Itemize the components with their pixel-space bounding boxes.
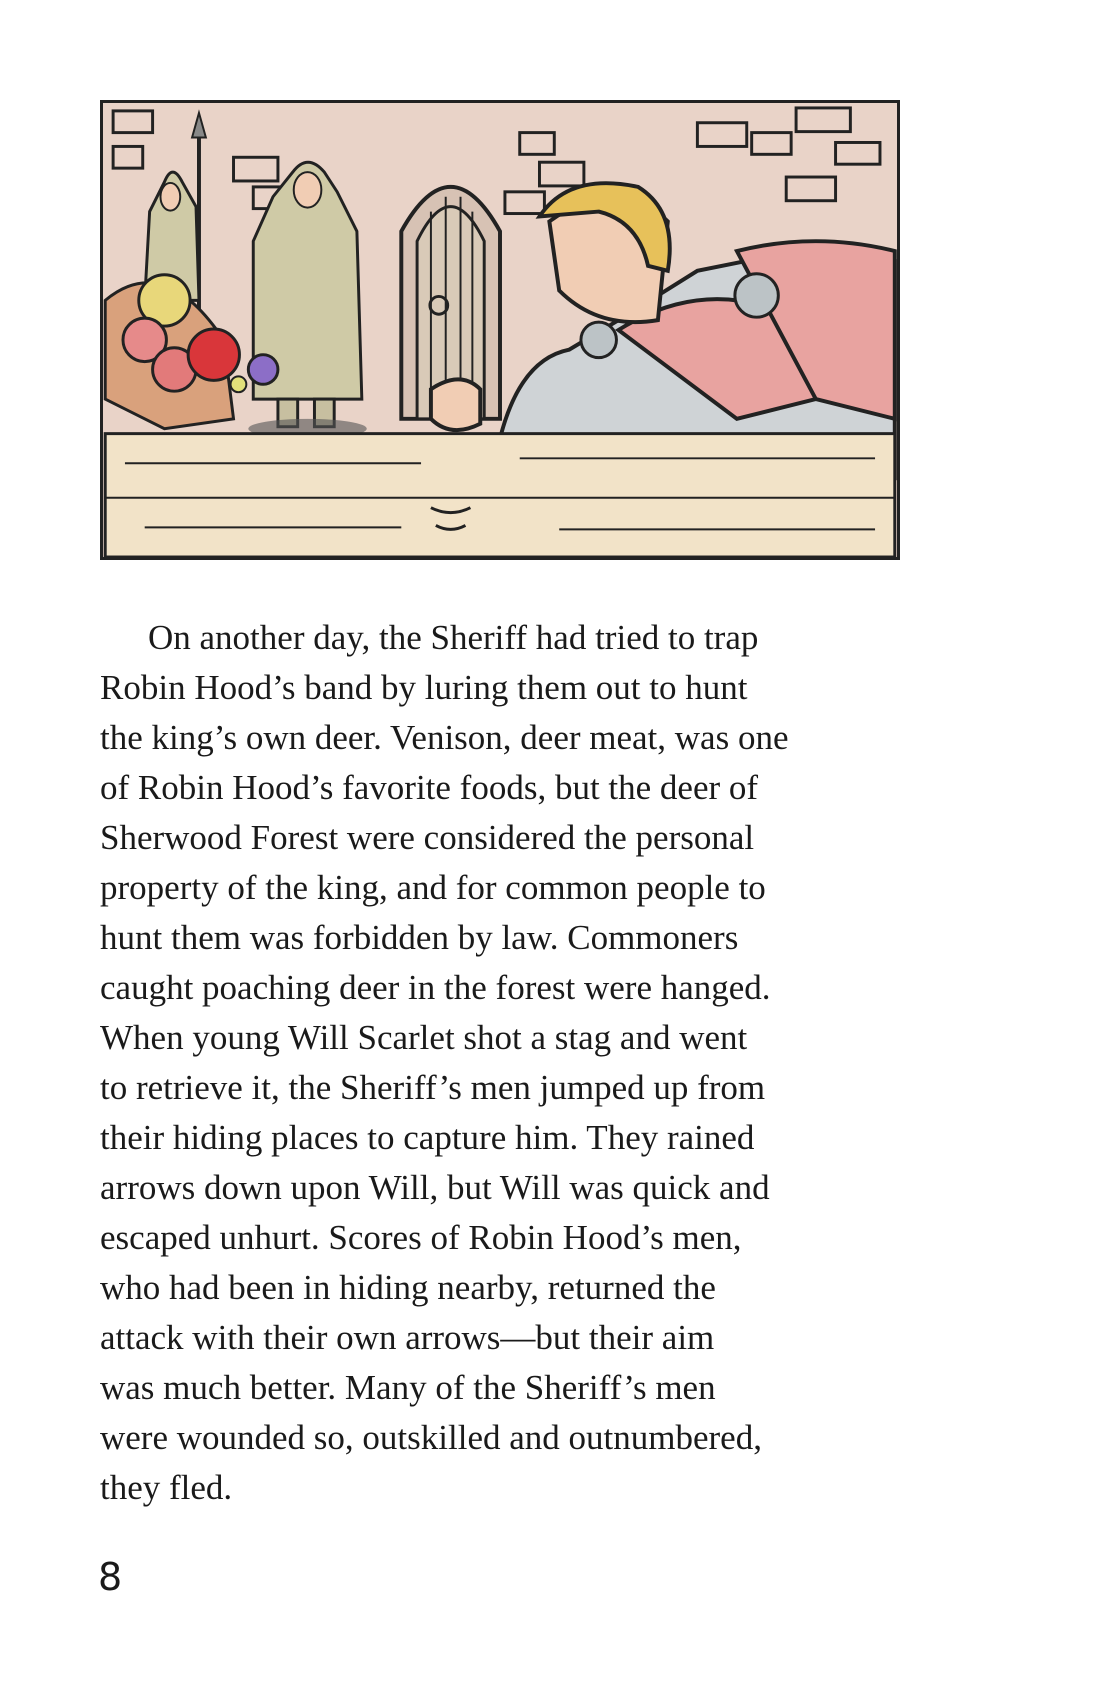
paragraph-line: of Robin Hood’s favorite foods, but the deer of (100, 768, 759, 807)
paragraph-line: On another day, the Sheriff had tried to trap (148, 618, 759, 657)
paragraph-line: their hiding places to capture him. They rained (100, 1118, 755, 1157)
paragraph-line: escaped unhurt. Scores of Robin Hood’s men, (100, 1218, 742, 1257)
sheriff-illustration (100, 100, 900, 560)
paragraph-line: hunt them was forbidden by law. Commoners (100, 918, 739, 957)
paragraph-line: caught poaching deer in the forest were hanged. (100, 968, 771, 1007)
paragraph-line: who had been in hiding nearby, returned the (100, 1268, 716, 1307)
paragraph-line: property of the king, and for common people to (100, 868, 766, 907)
paragraph-line: Robin Hood’s band by luring them out to hunt (100, 668, 748, 707)
paragraph-line: they fled. (100, 1468, 233, 1507)
story-paragraph (100, 613, 920, 1513)
paragraph-line: was much better. Many of the Sheriff’s men (100, 1368, 716, 1407)
paragraph-line: the king’s own deer. Venison, deer meat, was one (100, 718, 789, 757)
paragraph-line: Sherwood Forest were considered the personal (100, 818, 755, 857)
paragraph-line: to retrieve it, the Sheriff’s men jumped up from (100, 1068, 766, 1107)
paragraph-line: were wounded so, outskilled and outnumbered, (100, 1418, 762, 1457)
paragraph-line: arrows down upon Will, but Will was quick and (100, 1168, 770, 1207)
page-number: 8 (98, 1555, 123, 1599)
wooden-table (105, 434, 895, 557)
paragraph-line: When young Will Scarlet shot a stag and went (100, 1018, 748, 1057)
paragraph-line: attack with their own arrows—but their aim (100, 1318, 715, 1357)
sheriff-scene-drawing (103, 103, 897, 557)
